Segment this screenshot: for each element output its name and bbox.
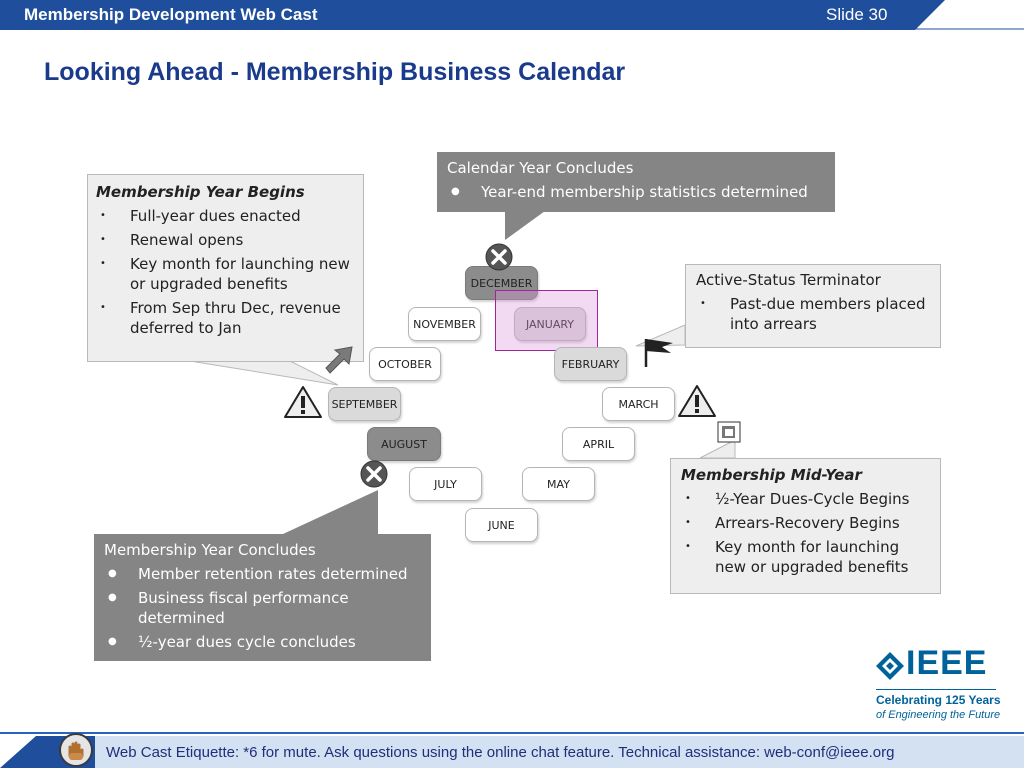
warning-icon [283,385,323,419]
month-september: SEPTEMBER [328,387,401,421]
list-item: ● Business fiscal performance determined [108,589,349,627]
list-item: • Key month for launching new or upgraded benefits [685,538,909,576]
warning-icon [677,384,717,418]
close-x-icon [359,459,389,489]
month-december: DECEMBER [465,266,538,300]
list-item: • Renewal opens [100,231,244,249]
month-october: OCTOBER [369,347,441,381]
month-april: APRIL [562,427,635,461]
logo-name: IEEE [906,644,988,682]
list-item: ● Year-end membership statistics determined [451,183,808,201]
callout-calendar-year-concludes [437,152,835,212]
month-january: JANUARY [514,307,586,341]
header-title: Membership Development Web Cast [24,5,318,24]
calendar-icon [717,421,741,443]
month-august: AUGUST [367,427,441,461]
january-highlight [495,290,598,351]
list-item: • Key month for launching new or upgraded benefits [100,255,350,293]
list-item: • Past-due members placed into arrears [700,295,926,333]
callout-title: Calendar Year Concludes [447,159,634,177]
month-march: MARCH [602,387,675,421]
hand-icon [58,732,94,768]
arrow-icon [322,344,356,378]
header-bar [0,0,1024,30]
logo-line1: Celebrating 125 Years [876,693,1001,707]
list-item: • From Sep thru Dec, revenue deferred to Jan [100,299,341,337]
callout-membership-year-begins [87,174,364,362]
callout-title: Active-Status Terminator [696,271,881,289]
callout-title: Membership Year Begins [96,183,305,201]
callout-title: Membership Mid-Year [681,466,862,484]
month-july: JULY [409,467,482,501]
list-item: • Arrears-Recovery Begins [685,514,900,532]
callout-membership-mid-year [670,458,941,594]
list-item: ● ½-year dues cycle concludes [108,633,356,651]
ieee-diamond-icon [875,651,905,681]
footer-text: Web Cast Etiquette: *6 for mute. Ask questions using the online chat feature. Technical assistance: web-conf@ieee.org [106,744,895,761]
logo-divider [876,689,996,690]
flag-icon [640,333,676,369]
page-title: Looking Ahead - Membership Business Calendar [44,58,626,86]
close-x-icon [484,242,514,272]
logo-line2: of Engineering the Future [876,709,1001,721]
callout-active-status-terminator [685,264,941,348]
month-may: MAY [522,467,595,501]
month-november: NOVEMBER [408,307,481,341]
month-february: FEBRUARY [554,347,627,381]
slide-number: Slide 30 [826,5,888,24]
callout-membership-year-concludes [94,534,431,661]
list-item: ● Member retention rates determined [108,565,408,583]
list-item: • Full-year dues enacted [100,207,301,225]
callout-title: Membership Year Concludes [104,541,316,559]
month-june: JUNE [465,508,538,542]
list-item: • ½-Year Dues-Cycle Begins [685,490,910,508]
